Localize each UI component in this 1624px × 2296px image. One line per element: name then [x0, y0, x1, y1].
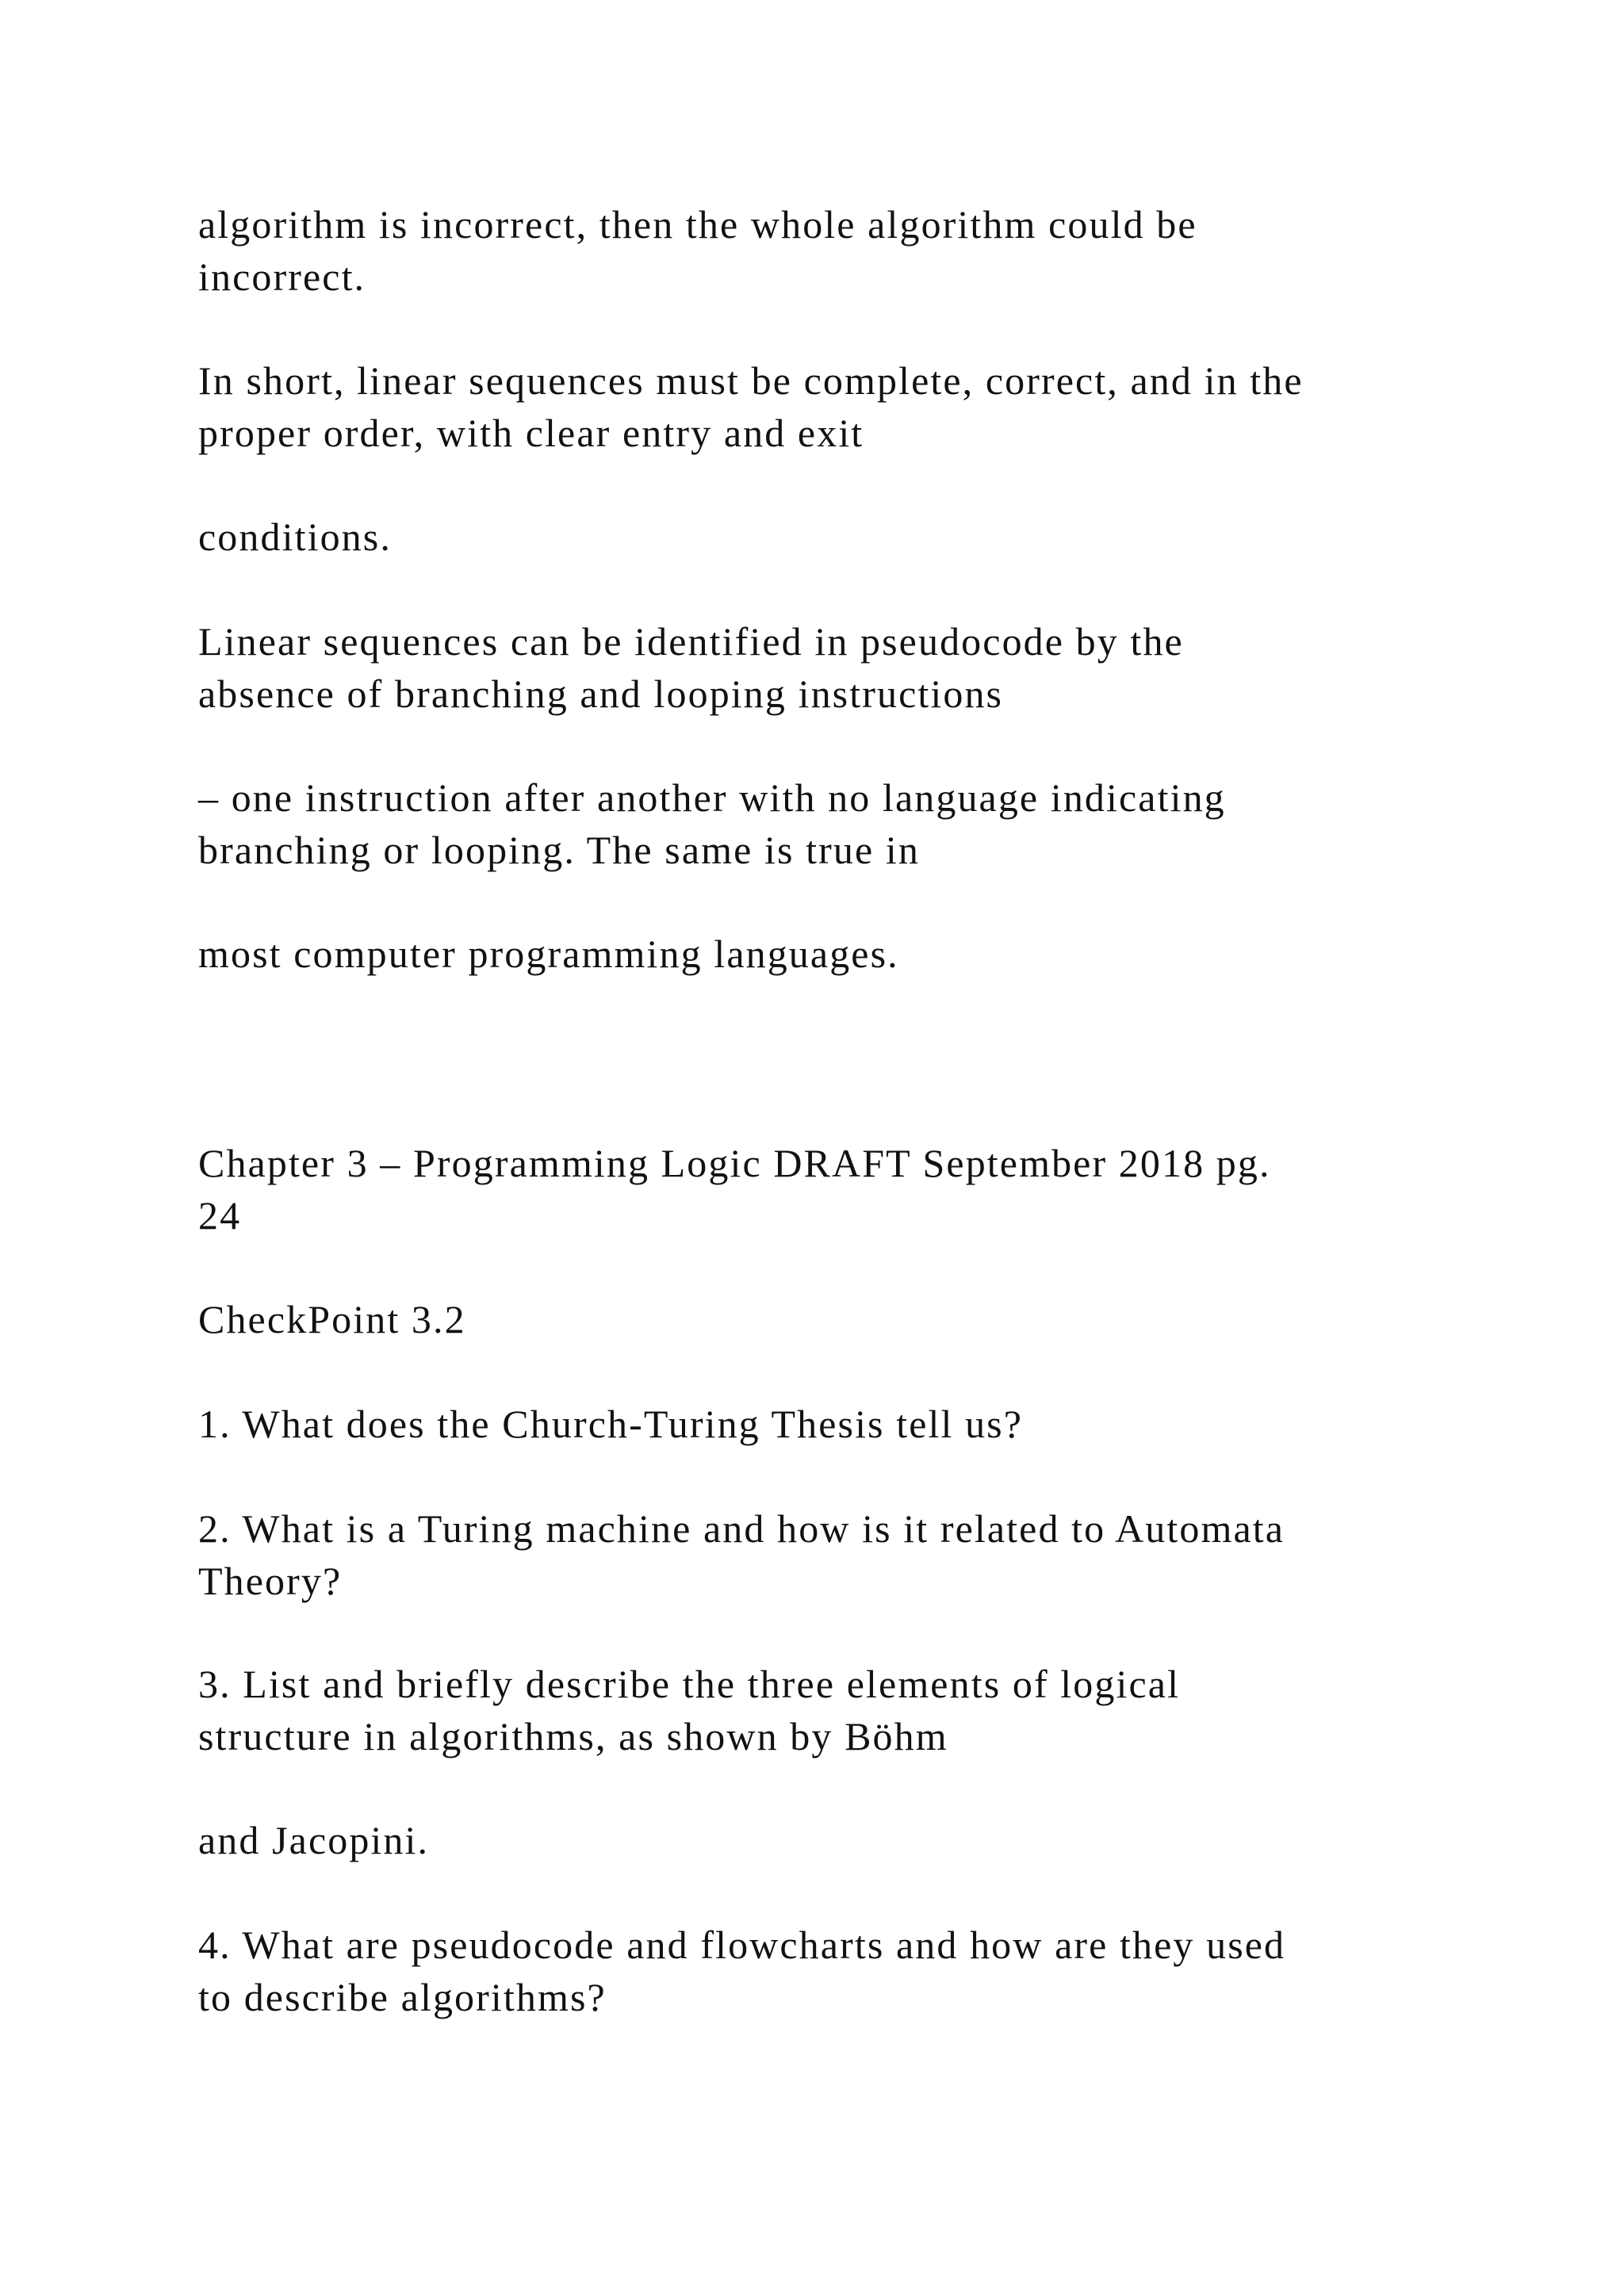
paragraph-conditions	[198, 511, 1546, 563]
text-line: 1. What does the Church-Turing Thesis tell us?	[198, 1402, 1024, 1446]
text-line: most computer programming languages.	[198, 932, 899, 976]
text-line: algorithm is incorrect, then the whole algorithm could be	[198, 202, 1197, 247]
text-line: – one instruction after another with no language indicating	[198, 775, 1226, 820]
text-line: In short, linear sequences must be complete, correct, and in the	[198, 358, 1304, 403]
text-line: absence of branching and looping instructions	[198, 672, 1004, 716]
page-footer-chapter-info	[198, 1137, 1546, 1242]
paragraph-one-instruction	[198, 771, 1546, 876]
text-line: 3. List and briefly describe the three elements of logical	[198, 1662, 1181, 1706]
checkpoint-heading	[198, 1293, 1546, 1345]
question-2	[198, 1502, 1546, 1607]
text-line: conditions.	[198, 515, 392, 559]
text-line: Chapter 3 – Programming Logic DRAFT September 2018 pg.	[198, 1141, 1271, 1185]
paragraph-algorithm-incorrect	[198, 198, 1546, 303]
question-4	[198, 1919, 1546, 2023]
paragraph-programming-languages	[198, 928, 1546, 980]
question-3-continuation	[198, 1814, 1546, 1866]
text-line: CheckPoint 3.2	[198, 1297, 466, 1341]
text-line: 4. What are pseudocode and flowcharts and how are they used	[198, 1923, 1286, 1967]
text-line: incorrect.	[198, 254, 366, 299]
text-line: structure in algorithms, as shown by Böhm	[198, 1714, 948, 1758]
question-3	[198, 1658, 1546, 1762]
paragraph-linear-sequences-pseudocode	[198, 615, 1546, 720]
question-1	[198, 1398, 1546, 1450]
text-line: Linear sequences can be identified in pseudocode by the	[198, 619, 1184, 664]
text-line: proper order, with clear entry and exit	[198, 411, 864, 455]
text-line: to describe algorithms?	[198, 1975, 607, 2019]
text-line: branching or looping. The same is true in	[198, 828, 921, 872]
paragraph-linear-sequences-summary	[198, 354, 1546, 459]
text-line: 2. What is a Turing machine and how is it related to Automata	[198, 1506, 1285, 1551]
text-line: Theory?	[198, 1559, 343, 1603]
text-line: 24	[198, 1193, 242, 1238]
text-line: and Jacopini.	[198, 1818, 430, 1862]
